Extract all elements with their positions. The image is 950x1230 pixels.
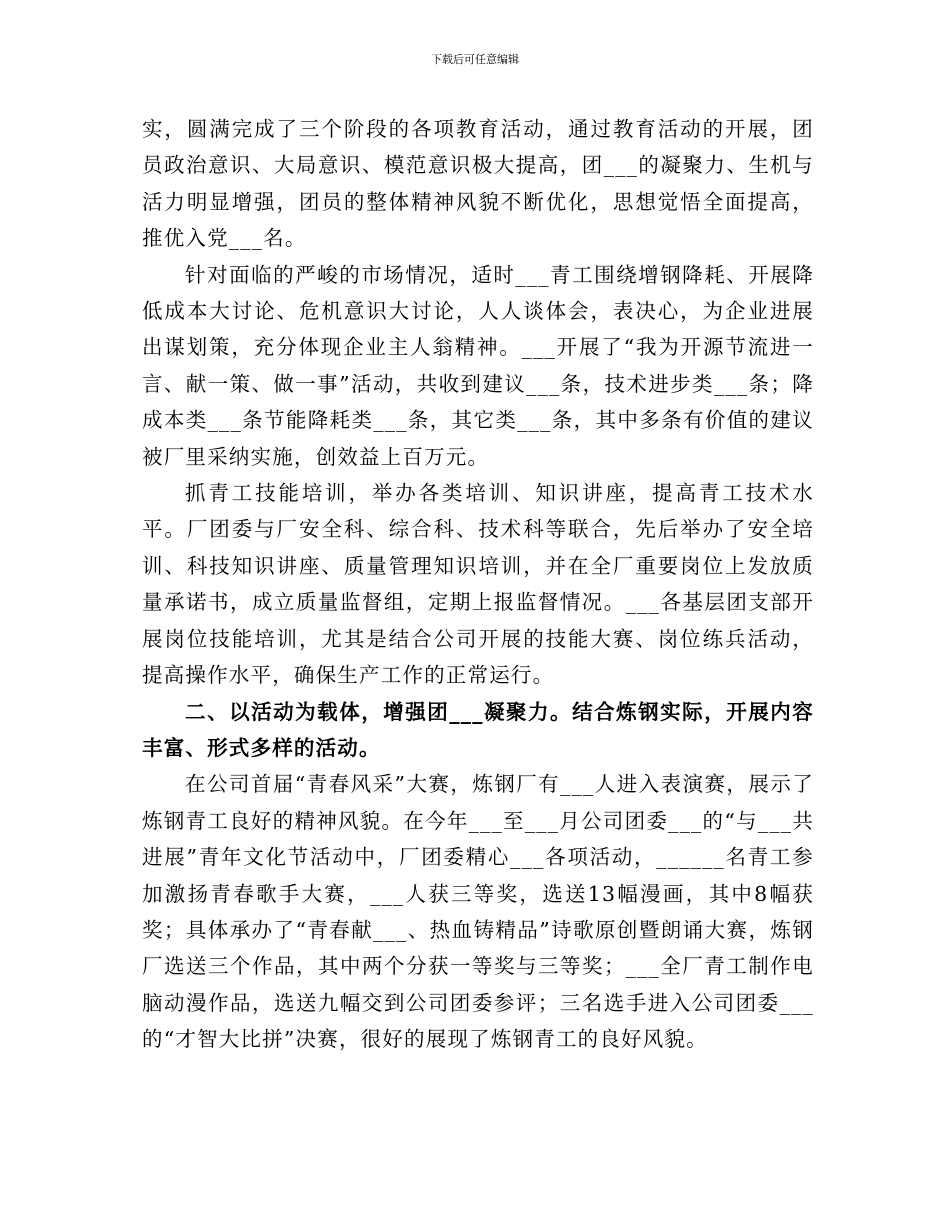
document-body <box>142 111 814 1058</box>
page-header-note: 下载后可任意编辑 <box>431 53 519 66</box>
paragraph-1: 实，圆满完成了三个阶段的各项教育活动，通过教育活动的开展，团员政治意识、大局意识、模范意识极大提高，团___的凝聚力、生机与活力明显增强，团员的整体精神风貌不断优化，思想觉悟全面提高，推优入党___名。 <box>142 117 814 251</box>
paragraph-2: 针对面临的严峻的市场情况，适时___青工围绕增钢降耗、开展降低成本大讨论、危机意识大讨论，人人谈体会，表决心，为企业进展出谋划策，充分体现企业主人翁精神。___开展了“我为开源节流进一言、献一策、做一事”活动，共收到建议___条，技术进步类___条；降成本类___条节能降耗类___条，其它类___条，其中多条有价值的建议被厂里采纳实施，创效益上百万元。 <box>142 262 814 469</box>
paragraph-4: 在公司首届“青春风采”大赛，炼钢厂有___人进入表演赛，展示了炼钢青工良好的精神风貌。在今年___至___月公司团委___的“与___共进展”青年文化节活动中，厂团委精心___各项活动，______名青工参加激扬青春歌手大赛，___人获三等奖，选送13幅漫画，其中8幅获奖；具体承办了“青春献___、热血铸精品”诗歌原创暨朗诵大赛，炼钢厂选送三个作品，其中两个分获一等奖与三等奖；___全厂青工制作电脑动漫作品，选送九幅交到公司团委参评；三名选手进入公司团委___的“才智大比拼”决赛，很好的展现了炼钢青工的良好风貌。 <box>142 772 814 1052</box>
paragraph-3: 抓青工技能培训，举办各类培训、知识讲座，提高青工技术水平。厂团委与厂安全科、综合科、技术科等联合，先后举办了安全培训、科技知识讲座、质量管理知识培训，并在全厂重要岗位上发放质量承诺书，成立质量监督组，定期上报监督情况。___各基层团支部开展岗位技能培训，尤其是结合公司开展的技能大赛、岗位练兵活动，提高操作水平，确保生产工作的正常运行。 <box>142 481 814 688</box>
section-heading-2: 二、以活动为载体，增强团___凝聚力。结合炼钢实际，开展内容丰富、形式多样的活动。 <box>142 699 814 760</box>
